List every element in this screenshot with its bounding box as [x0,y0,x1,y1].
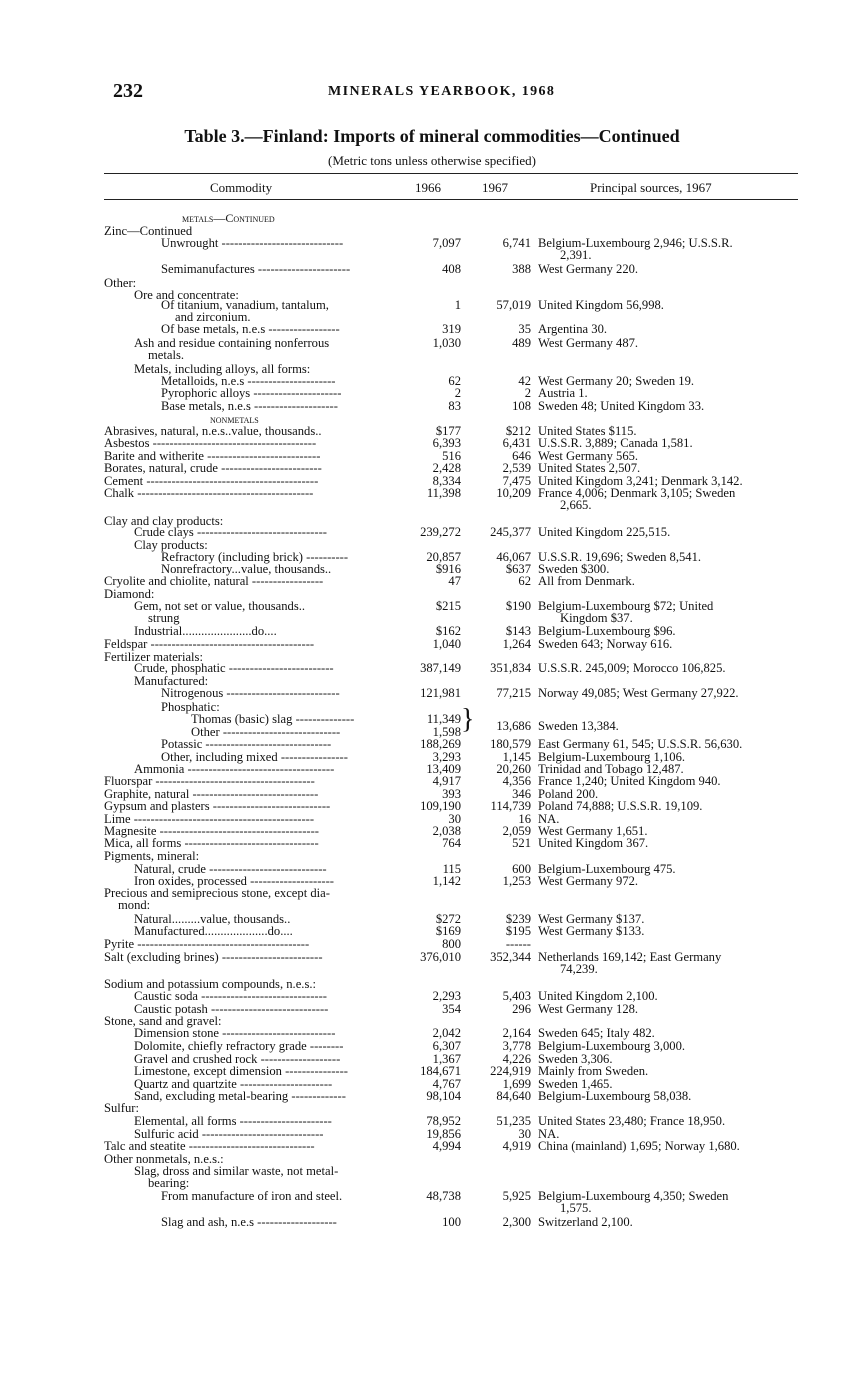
table-subtitle: (Metric tons unless otherwise specified) [328,153,536,168]
value-1967: 489 [512,336,531,350]
principal-source: All from Denmark. [538,574,635,588]
value-1967: $195 [505,924,531,938]
commodity-label: Of base metals, n.e.s ----------------- [161,322,340,336]
value-1966: 78,952 [426,1114,461,1128]
value-1967: 51,235 [496,1114,531,1128]
commodity-label-continuation: metals. [148,348,185,362]
principal-source: U.S.S.R. 19,696; Sweden 8,541. [538,550,702,564]
value-1967: 1,253 [502,874,531,888]
header-1966: 1966 [415,180,441,195]
table-row [0,436,864,450]
principal-source: Trinidad and Tobago 12,487. [538,762,684,776]
commodity-label-continuation: strung [148,611,180,625]
commodity-label: Thomas (basic) slag -------------- [191,712,355,726]
table-row [0,1026,864,1040]
value-1966: 8,334 [432,474,461,488]
principal-source: United States $115. [538,424,637,438]
value-1966: 387,149 [420,661,461,675]
principal-source: West Germany $137. [538,912,645,926]
value-1967: 5,403 [502,989,531,1003]
table-row [0,336,864,350]
principal-source: East Germany 61, 545; U.S.S.R. 56,630. [538,737,743,751]
running-header: MINERALS YEARBOOK, 1968 [328,84,556,99]
commodity-label-continuation: and zirconium. [175,310,251,324]
value-1967: 351,834 [490,661,531,675]
header-sources: Principal sources, 1967 [590,180,712,195]
value-1967: 180,579 [490,737,531,751]
principal-source: NA. [538,1127,560,1141]
commodity-label: Limestone, except dimension --------------- [134,1064,348,1078]
commodity-label: Ammonia ----------------------------------- [134,762,335,776]
value-1966: 1,367 [432,1052,461,1066]
principal-source: Sweden 13,384. [538,719,619,733]
principal-source: West Germany 128. [538,1002,639,1016]
value-1967: 2 [524,386,531,400]
table-row [0,1139,864,1153]
table-row [0,1101,864,1115]
header-commodity: Commodity [210,180,273,195]
commodity-label: Industrial......................do.... [134,624,277,638]
value-1967: 1,264 [502,637,531,651]
principal-source: Sweden $300. [538,562,610,576]
commodity-label: Other, including mixed ---------------- [161,750,348,764]
value-1966: 2,038 [432,824,461,838]
table-row [0,924,864,938]
value-1966: 13,409 [426,762,461,776]
table-row [0,1189,864,1203]
value-1966: 11,398 [426,486,461,500]
commodity-label: Clay and clay products: [104,514,224,528]
commodity-label: Precious and semiprecious stone, except dia- [104,886,330,900]
value-1966: 83 [448,399,461,413]
value-1967: 30 [518,1127,531,1141]
commodity-label: Pigments, mineral: [104,849,200,863]
principal-source: United Kingdom 2,100. [538,989,658,1003]
value-1966: 11,349 [426,712,461,726]
principal-source: Sweden 645; Italy 482. [538,1026,655,1040]
value-1967: 3,778 [502,1039,531,1053]
table-row [0,399,864,413]
table-row [0,1215,864,1229]
value-1966: 239,272 [420,525,461,539]
principal-source: Belgium-Luxembourg 58,038. [538,1089,692,1103]
commodity-label: Magnesite -------------------------------------- [104,824,319,838]
commodity-label: Of titanium, vanadium, tantalum, [161,298,329,312]
table-row [0,661,864,675]
commodity-label: Ore and concentrate: [134,288,239,302]
value-1966: 4,994 [432,1139,461,1153]
value-1967: 114,739 [490,799,531,813]
table-row [0,211,864,225]
commodity-label: Zinc—Continued [104,224,193,238]
principal-source-continuation: 2,391. [560,248,592,262]
principal-source: West Germany 220. [538,262,639,276]
principal-source: Sweden 1,465. [538,1077,613,1091]
value-1966: 4,767 [432,1077,461,1091]
principal-source: United Kingdom 225,515. [538,525,671,539]
principal-source: Sweden 643; Norway 616. [538,637,673,651]
value-1967: $637 [505,562,531,576]
table-row [0,322,864,336]
commodity-label: Iron oxides, processed -------------------- [134,874,334,888]
value-1966: 1,598 [432,725,461,739]
table-row [0,262,864,276]
table-row [0,937,864,951]
value-1966: $177 [435,424,461,438]
commodity-label: Ash and residue containing nonferrous [134,336,330,350]
value-1967: 5,925 [502,1189,531,1203]
value-1967: 521 [512,836,531,850]
principal-source: China (mainland) 1,695; Norway 1,680. [538,1139,740,1153]
value-1967: 20,260 [496,762,531,776]
table-row [0,1164,864,1178]
principal-source: France 1,240; United Kingdom 940. [538,774,721,788]
commodity-label: Cement ----------------------------------------- [104,474,319,488]
principal-source: Switzerland 2,100. [538,1215,633,1229]
value-1967: 2,164 [502,1026,531,1040]
principal-source: Poland 74,888; U.S.S.R. 19,109. [538,799,703,813]
principal-source: West Germany $133. [538,924,645,938]
value-1966: $272 [435,912,461,926]
commodity-label: Sodium and potassium compounds, n.e.s.: [104,977,316,991]
value-1966: 121,981 [420,686,461,700]
commodity-label-continuation: mond: [118,898,151,912]
commodity-label: Manufactured....................do.... [134,924,293,938]
commodity-label: Nitrogenous --------------------------- [161,686,340,700]
value-1967: 2,059 [502,824,531,838]
commodity-label: Base metals, n.e.s -------------------- [161,399,338,413]
commodity-label: Abrasives, natural, n.e.s..value, thousands.. [104,424,322,438]
commodity-label: Dimension stone --------------------------- [134,1026,336,1040]
commodity-label: Metals, including alloys, all forms: [134,362,311,376]
value-1967: $212 [505,424,531,438]
value-1966: 2,042 [432,1026,461,1040]
value-1967: 352,344 [490,950,531,964]
commodity-label: Sand, excluding metal-bearing ------------- [134,1089,346,1103]
value-1966: 516 [442,449,461,463]
page-number: 232 [113,80,143,102]
value-1966: 6,393 [432,436,461,450]
commodity-label: Gem, not set or value, thousands.. [134,599,306,613]
table-row [0,989,864,1003]
value-1966: 800 [442,937,461,951]
table-row [0,637,864,651]
value-1966: 20,857 [426,550,461,564]
principal-source: West Germany 1,651. [538,824,648,838]
principal-source: Belgium-Luxembourg $96. [538,624,676,638]
value-1967: 600 [512,862,531,876]
principal-source: West Germany 20; Sweden 19. [538,374,695,388]
value-1967: 4,226 [502,1052,531,1066]
table-row [0,1114,864,1128]
principal-source: Argentina 30. [538,322,608,336]
commodity-label: Chalk ------------------------------------------ [104,486,314,500]
table-row [0,574,864,588]
value-1967: 16 [518,812,531,826]
value-1967: 35 [518,322,531,336]
table-row [0,774,864,788]
commodity-label: metals—Continued [182,211,275,225]
principal-source-continuation: 74,239. [560,962,598,976]
principal-source: United Kingdom 367. [538,836,649,850]
principal-source: Mainly from Sweden. [538,1064,649,1078]
value-1967: 2,300 [502,1215,531,1229]
commodity-label: Other nonmetals, n.e.s.: [104,1152,224,1166]
value-1966: 100 [442,1215,461,1229]
table-row [0,849,864,863]
table-row [0,1064,864,1078]
commodity-label: Semimanufactures ---------------------- [161,262,351,276]
value-1967: 388 [512,262,531,276]
header-1967: 1967 [482,180,508,195]
commodity-label: Mica, all forms -------------------------------- [104,836,319,850]
commodity-label: Gravel and crushed rock ------------------- [134,1052,341,1066]
principal-source: Austria 1. [538,386,588,400]
value-1967: 2,539 [502,461,531,475]
principal-source: Sweden 3,306. [538,1052,613,1066]
principal-source: Belgium-Luxembourg 2,946; U.S.S.R. [538,236,733,250]
principal-source: France 4,006; Denmark 3,105; Sweden [538,486,736,500]
commodity-label: Manufactured: [134,674,209,688]
table-row [0,950,864,964]
commodity-label: Caustic potash ---------------------------- [134,1002,329,1016]
commodity-label: Nonrefractory...value, thousands.. [161,562,332,576]
value-1967: 46,067 [496,550,531,564]
value-1966: 184,671 [420,1064,461,1078]
commodity-label: Unwrought ----------------------------- [161,236,344,250]
value-1967: $239 [505,912,531,926]
value-1966: 7,097 [432,236,461,250]
commodity-label: Pyrite ----------------------------------------- [104,937,310,951]
commodity-label: Other: [104,276,137,290]
commodity-label: Cryolite and chiolite, natural ----------------- [104,574,324,588]
principal-source: West Germany 487. [538,336,639,350]
value-1966: 6,307 [432,1039,461,1053]
principal-source: United States 2,507. [538,461,641,475]
value-1966: 19,856 [426,1127,461,1141]
value-1967: 77,215 [496,686,531,700]
commodity-label: Asbestos --------------------------------------- [104,436,317,450]
value-1966: 393 [442,787,461,801]
commodity-label: Quartz and quartzite ---------------------- [134,1077,333,1091]
commodity-label: Gypsum and plasters ---------------------------- [104,799,331,813]
principal-source-continuation: 1,575. [560,1201,592,1215]
value-1967: $190 [505,599,531,613]
principal-source: West Germany 972. [538,874,639,888]
value-1967: 296 [512,1002,531,1016]
commodity-label: Dolomite, chiefly refractory grade -------- [134,1039,344,1053]
commodity-label: Caustic soda ------------------------------ [134,989,327,1003]
commodity-label: Lime ------------------------------------------- [104,812,315,826]
brace-mark: } [461,704,475,735]
value-1966: 1 [454,298,461,312]
value-1966: $916 [435,562,461,576]
value-1967: ------ [505,937,531,951]
table-title: Table 3.—Finland: Imports of mineral commodities—Continued [184,126,680,146]
value-1966: 115 [442,862,461,876]
value-1966: 98,104 [426,1089,461,1103]
commodity-label-continuation: bearing: [148,1176,190,1190]
table-row [0,836,864,850]
value-1966: 1,030 [432,336,461,350]
value-1967: 57,019 [496,298,531,312]
commodity-label: Natural, crude ---------------------------- [134,862,327,876]
commodity-label: Sulfuric acid ----------------------------- [134,1127,324,1141]
value-1967: 108 [512,399,531,413]
value-1966: 408 [442,262,461,276]
value-1966: 2 [454,386,461,400]
principal-source: Netherlands 169,142; East Germany [538,950,722,964]
value-1966: $215 [435,599,461,613]
table-row [0,686,864,700]
commodity-label: Pyrophoric alloys --------------------- [161,386,342,400]
commodity-label: Sulfur: [104,1101,139,1115]
commodity-label: Phosphatic: [161,700,220,714]
commodity-label: Other ---------------------------- [191,725,341,739]
principal-source: West Germany 565. [538,449,639,463]
commodity-label: Clay products: [134,538,208,552]
value-1966: 1,142 [432,874,461,888]
commodity-label: Metalloids, n.e.s --------------------- [161,374,336,388]
value-1967: 7,475 [502,474,531,488]
table-row [0,712,864,726]
value-1966: 47 [448,574,461,588]
value-1966: 109,190 [420,799,461,813]
table-row [0,236,864,250]
value-1967: 4,356 [502,774,531,788]
value-1967: 84,640 [496,1089,531,1103]
commodity-label: Natural.........value, thousands.. [134,912,291,926]
commodity-label: Potassic ------------------------------ [161,737,332,751]
principal-source: NA. [538,812,560,826]
principal-source: Norway 49,085; West Germany 27,922. [538,686,739,700]
value-1966: 2,428 [432,461,461,475]
value-1966: 319 [442,322,461,336]
commodity-label: Slag and ash, n.e.s ------------------- [161,1215,337,1229]
commodity-label: Barite and witherite --------------------------- [104,449,321,463]
commodity-label: From manufacture of iron and steel. [161,1189,343,1203]
value-1967: 1,699 [502,1077,531,1091]
principal-source: United Kingdom 3,241; Denmark 3,142. [538,474,743,488]
table-row [0,599,864,613]
table-row [0,624,864,638]
commodity-label: Stone, sand and gravel: [104,1014,222,1028]
principal-source: U.S.S.R. 245,009; Morocco 106,825. [538,661,726,675]
table-row [0,298,864,312]
principal-source: Belgium-Luxembourg $72; United [538,599,714,613]
value-1967: 245,377 [490,525,531,539]
value-1967: 42 [518,374,531,388]
value-1966: 48,738 [426,1189,461,1203]
value-1966: 3,293 [432,750,461,764]
table-row [0,1039,864,1053]
commodity-label: Elemental, all forms ---------------------- [134,1114,332,1128]
commodity-label: Refractory (including brick) ---------- [161,550,349,564]
value-1966: $169 [435,924,461,938]
table-row [0,486,864,500]
commodity-label: Borates, natural, crude ------------------------ [104,461,322,475]
value-1966: 764 [442,836,461,850]
value-1966: 4,917 [432,774,461,788]
principal-source-continuation: 2,665. [560,498,592,512]
value-1967: 646 [512,449,531,463]
principal-source: Belgium-Luxembourg 3,000. [538,1039,686,1053]
commodity-label: Salt (excluding brines) ------------------------ [104,950,323,964]
value-1967: 6,431 [502,436,531,450]
value-1966: 62 [448,374,461,388]
commodity-label: Crude, phosphatic ------------------------- [134,661,334,675]
table-row [0,386,864,400]
table-row [0,525,864,539]
commodity-label: Slag, dross and similar waste, not metal- [134,1164,339,1178]
value-1966: 376,010 [420,950,461,964]
commodity-label: Feldspar --------------------------------------- [104,637,315,651]
principal-source: U.S.S.R. 3,889; Canada 1,581. [538,436,693,450]
commodity-label: Fertilizer materials: [104,650,203,664]
table-row [0,737,864,751]
commodity-label: Graphite, natural ------------------------------ [104,787,319,801]
principal-source: Belgium-Luxembourg 1,106. [538,750,686,764]
value-1966: 188,269 [420,737,461,751]
value-1967: 13,686 [496,719,531,733]
table-row [0,461,864,475]
principal-source: Sweden 48; United Kingdom 33. [538,399,705,413]
commodity-label: Fluorspar -------------------------------------- [104,774,315,788]
value-1967: 4,919 [502,1139,531,1153]
value-1966: $162 [435,624,461,638]
principal-source: Belgium-Luxembourg 4,350; Sweden [538,1189,729,1203]
value-1966: 1,040 [432,637,461,651]
value-1967: $143 [505,624,531,638]
value-1967: 224,919 [490,1064,531,1078]
value-1967: 6,741 [502,236,531,250]
value-1966: 30 [448,812,461,826]
value-1966: 354 [442,1002,461,1016]
principal-source: Poland 200. [538,787,599,801]
value-1966: 2,293 [432,989,461,1003]
commodity-label: Crude clays ------------------------------- [134,525,327,539]
principal-source: United States 23,480; France 18,950. [538,1114,726,1128]
commodity-label: nonmetals [210,412,259,426]
principal-source: Belgium-Luxembourg 475. [538,862,676,876]
table-row [0,799,864,813]
value-1967: 1,145 [502,750,531,764]
commodity-label: Diamond: [104,587,155,601]
principal-source: United Kingdom 56,998. [538,298,664,312]
value-1967: 10,209 [496,486,531,500]
value-1967: 346 [512,787,531,801]
commodity-label: Talc and steatite ------------------------------ [104,1139,315,1153]
principal-source-continuation: Kingdom $37. [560,611,633,625]
value-1967: 62 [518,574,531,588]
